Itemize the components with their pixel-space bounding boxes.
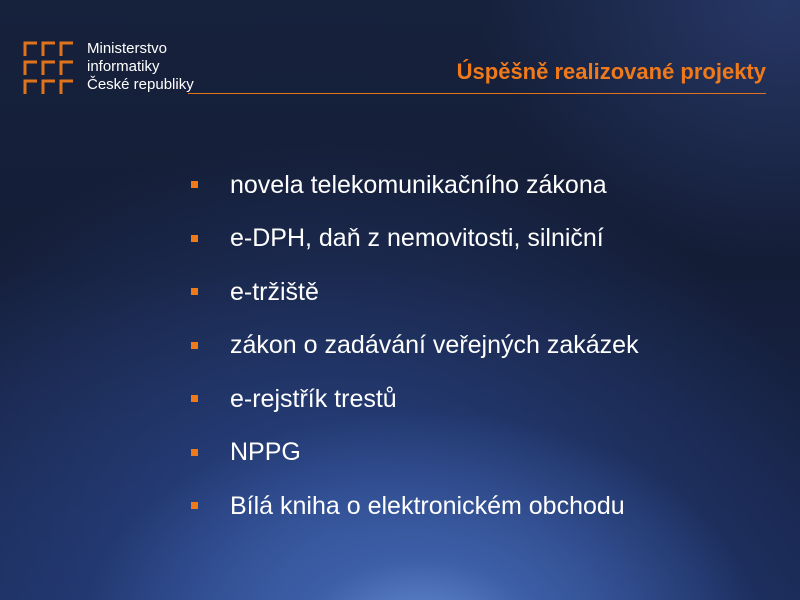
logo-line-2: informatiky: [87, 58, 160, 75]
square-bullet-icon: [191, 181, 198, 188]
logo-line-3: České republiky: [87, 76, 194, 93]
ministry-logo-mark-icon: [23, 40, 81, 95]
list-item: [188, 479, 639, 533]
ministry-logo: [23, 40, 193, 100]
bullet-text: Bílá kniha o elektronickém obchodu: [230, 491, 625, 520]
bullet-text: e-DPH, daň z nemovitosti, silniční: [230, 224, 604, 253]
bullet-text: zákon o zadávání veřejných zakázek: [230, 331, 639, 360]
ministry-logo-text: [87, 40, 194, 94]
square-bullet-icon: [191, 449, 198, 456]
list-item: [188, 212, 639, 266]
logo-line-1: Ministerstvo: [87, 40, 168, 57]
bullet-text: novela telekomunikačního zákona: [230, 170, 607, 199]
title-divider: [188, 93, 766, 94]
square-bullet-icon: [191, 288, 198, 295]
bullet-text: e-tržiště: [230, 277, 319, 306]
bullet-text: NPPG: [230, 438, 301, 467]
list-item: [188, 319, 639, 373]
square-bullet-icon: [191, 502, 198, 509]
list-item: [188, 372, 639, 426]
bullet-text: e-rejstřík trestů: [230, 384, 397, 413]
square-bullet-icon: [191, 235, 198, 242]
slide-title: Úspěšně realizované projekty: [456, 59, 766, 84]
bullet-list: [188, 158, 639, 533]
list-item: [188, 265, 639, 319]
square-bullet-icon: [191, 342, 198, 349]
square-bullet-icon: [191, 395, 198, 402]
list-item: [188, 426, 639, 480]
list-item: [188, 158, 639, 212]
